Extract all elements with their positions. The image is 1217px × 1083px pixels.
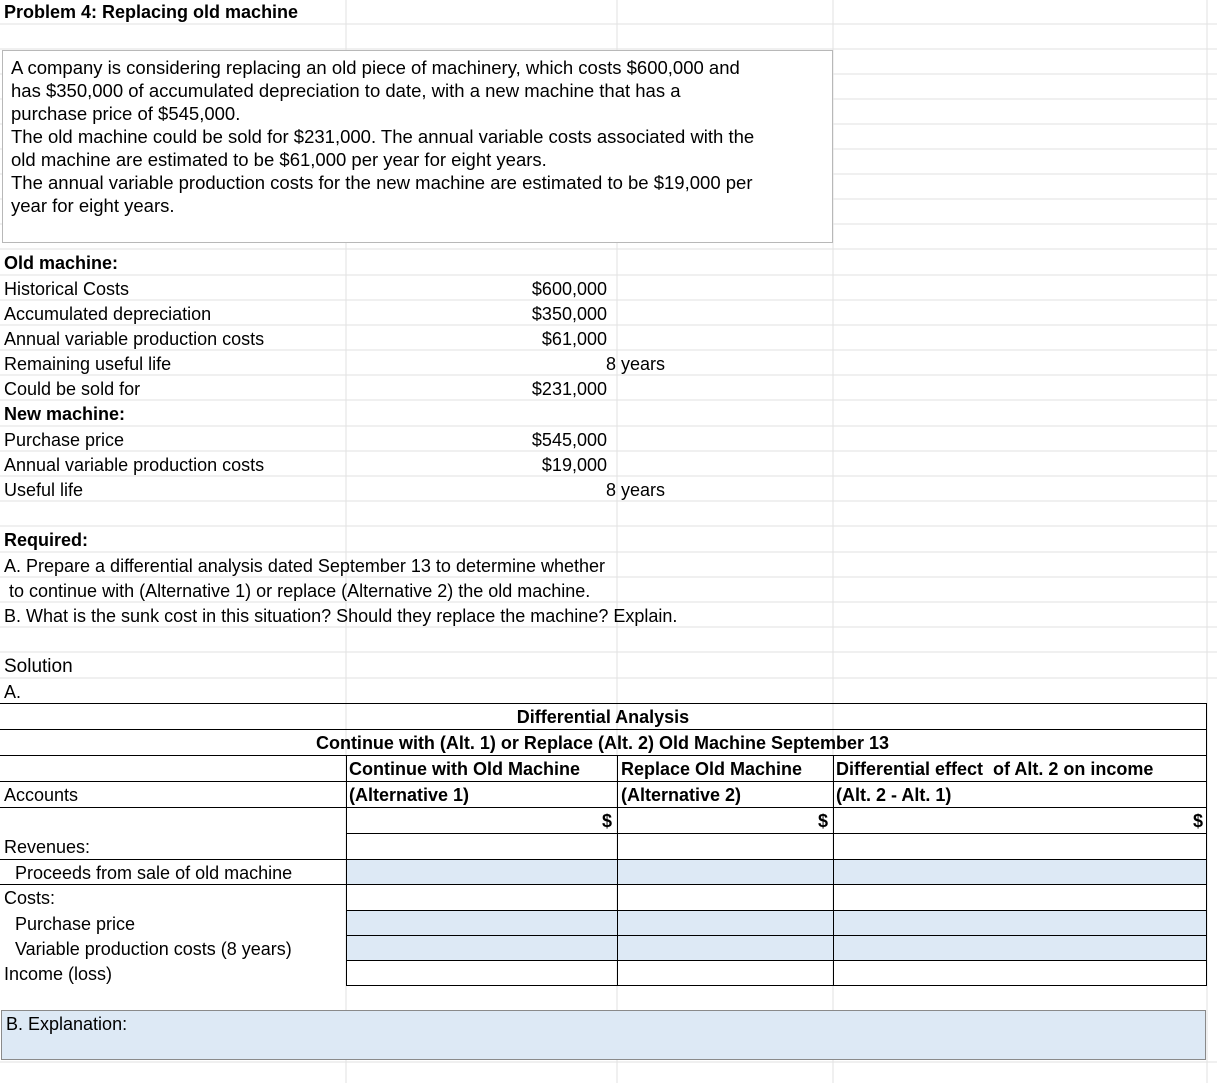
problem-line: The annual variable production costs for the new machine are estimated to be $19,000 per bbox=[11, 172, 753, 193]
problem-line: A company is considering replacing an old piece of machinery, which costs $600,000 and bbox=[11, 57, 740, 78]
col-differential-header: Differential effect of Alt. 2 on income bbox=[836, 759, 1154, 779]
row-value[interactable]: $231,000 bbox=[531, 379, 607, 399]
required-heading: Required: bbox=[4, 530, 89, 550]
explanation-label: B. Explanation: bbox=[6, 1014, 128, 1034]
required-line: A. Prepare a differential analysis dated September 13 to determine whether bbox=[4, 556, 606, 576]
col-alt1-header: Continue with Old Machine bbox=[349, 759, 580, 779]
explanation-input[interactable] bbox=[1, 1010, 1206, 1060]
problem-line: year for eight years. bbox=[11, 195, 175, 216]
row-value[interactable]: 8 bbox=[605, 354, 616, 374]
row-value[interactable]: $61,000 bbox=[541, 329, 607, 349]
costs-heading: Costs: bbox=[4, 888, 56, 908]
problem-line: old machine are estimated to be $61,000 per year for eight years. bbox=[11, 149, 547, 170]
row-label: Annual variable production costs bbox=[4, 329, 265, 349]
purchase-label: Purchase price bbox=[15, 914, 136, 934]
row-value[interactable]: $350,000 bbox=[531, 304, 607, 324]
row-value[interactable]: $545,000 bbox=[531, 430, 607, 450]
problem-line: has $350,000 of accumulated depreciation to date, with a new machine that has a bbox=[11, 80, 681, 101]
old-machine-heading: Old machine: bbox=[4, 253, 119, 273]
row-value[interactable]: $19,000 bbox=[541, 455, 607, 475]
currency-symbol: $ bbox=[1192, 811, 1203, 831]
income-label: Income (loss) bbox=[4, 964, 113, 984]
col-differential-subheader: (Alt. 2 - Alt. 1) bbox=[836, 785, 952, 805]
problem-statement-box bbox=[2, 50, 833, 243]
col-alt2-subheader: (Alternative 2) bbox=[621, 785, 742, 805]
part-a-label: A. bbox=[4, 682, 22, 702]
row-value[interactable]: $600,000 bbox=[531, 279, 607, 299]
revenues-heading: Revenues: bbox=[4, 837, 91, 857]
new-machine-heading: New machine: bbox=[4, 404, 126, 424]
required-line: to continue with (Alternative 1) or replace (Alternative 2) the old machine. bbox=[4, 581, 591, 601]
row-label: Remaining useful life bbox=[4, 354, 172, 374]
analysis-subtitle: Continue with (Alt. 1) or Replace (Alt. 2) Old Machine September 13 bbox=[315, 733, 890, 753]
purchase-input-row[interactable] bbox=[347, 911, 1206, 935]
proceeds-input-row[interactable] bbox=[347, 860, 1206, 884]
row-label: Annual variable production costs bbox=[4, 455, 265, 475]
row-label: Purchase price bbox=[4, 430, 125, 450]
sheet-title: Problem 4: Replacing old machine bbox=[4, 2, 299, 22]
analysis-title: Differential Analysis bbox=[516, 707, 690, 727]
row-label: Historical Costs bbox=[4, 279, 130, 299]
currency-symbol: $ bbox=[817, 811, 828, 831]
row-unit: years bbox=[621, 354, 666, 374]
col-alt2-header: Replace Old Machine bbox=[621, 759, 803, 779]
row-unit: years bbox=[621, 480, 666, 500]
accounts-header: Accounts bbox=[4, 785, 79, 805]
row-label: Useful life bbox=[4, 480, 84, 500]
col-alt1-subheader: (Alternative 1) bbox=[349, 785, 470, 805]
problem-line: The old machine could be sold for $231,000. The annual variable costs associated with the bbox=[11, 126, 755, 147]
row-label: Could be sold for bbox=[4, 379, 141, 399]
solution-heading: Solution bbox=[4, 656, 73, 677]
currency-symbol: $ bbox=[601, 811, 612, 831]
required-line: B. What is the sunk cost in this situation? Should they replace the machine? Explain. bbox=[4, 606, 678, 626]
row-label: Accumulated depreciation bbox=[4, 304, 212, 324]
problem-line: purchase price of $545,000. bbox=[11, 103, 241, 124]
row-value[interactable]: 8 bbox=[605, 480, 616, 500]
variable-costs-label: Variable production costs (8 years) bbox=[15, 939, 292, 959]
proceeds-label: Proceeds from sale of old machine bbox=[15, 863, 293, 883]
variable-input-row[interactable] bbox=[347, 936, 1206, 960]
